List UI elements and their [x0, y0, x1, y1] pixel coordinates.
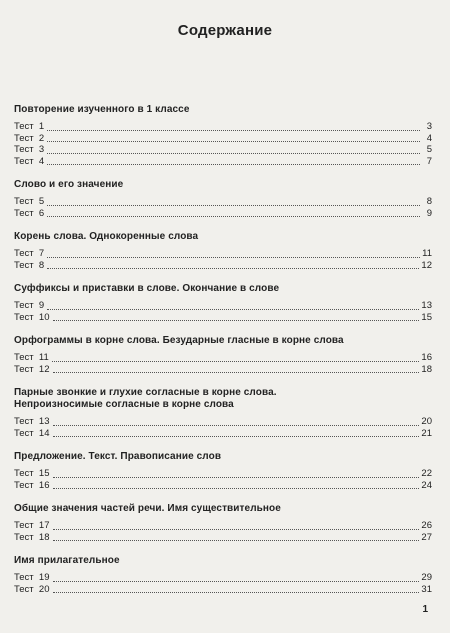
toc-entry[interactable]: [14, 144, 432, 156]
entry-page-number: 15: [421, 311, 432, 323]
entry-label: Тест 9: [14, 300, 45, 311]
dot-leader: [53, 424, 420, 426]
entry-page-number: 21: [421, 427, 432, 439]
toc-section: [14, 503, 432, 543]
entry-label: Тест 4: [14, 155, 45, 167]
entry-page-number: 24: [421, 479, 432, 491]
dot-leader: [47, 204, 420, 206]
toc-section: [14, 179, 432, 219]
toc-entry[interactable]: [14, 121, 432, 133]
dot-leader: [52, 360, 420, 362]
section-heading: Повторение изученного в 1 классе: [14, 104, 190, 115]
entry-label: Тест 11: [14, 352, 49, 363]
table-of-contents: [14, 104, 432, 607]
dot-leader: [53, 580, 420, 582]
entry-page-number: 7: [426, 155, 432, 167]
section-heading: Общие значения частей речи. Имя существительное: [14, 503, 281, 514]
entry-label: Тест 20: [14, 583, 50, 595]
toc-entry[interactable]: [14, 532, 432, 544]
entry-page-number: 31: [421, 583, 432, 595]
dot-leader: [53, 487, 420, 489]
dot-leader: [47, 308, 419, 310]
entry-label: Тест 1: [14, 121, 45, 132]
section-heading: Суффиксы и приставки в слове. Окончание в слове: [14, 283, 280, 294]
toc-section: [14, 231, 432, 271]
page-title: Содержание: [177, 22, 273, 39]
dot-leader: [53, 539, 420, 541]
dot-leader: [53, 435, 420, 437]
entry-page-number: 22: [421, 468, 432, 479]
section-heading: Орфограммы в корне слова. Безударные гласные в корне слова: [14, 335, 344, 346]
dot-leader: [53, 371, 420, 373]
dot-leader: [47, 215, 420, 217]
toc-entry[interactable]: [14, 300, 432, 312]
entry-label: Тест 2: [14, 132, 45, 144]
entry-page-number: 13: [421, 300, 432, 311]
entry-label: Тест 13: [14, 416, 50, 427]
entry-page-number: 3: [426, 121, 432, 132]
toc-entry[interactable]: [14, 156, 432, 168]
entry-page-number: 29: [421, 572, 432, 583]
dot-leader: [53, 528, 420, 530]
entry-label: Тест 5: [14, 196, 45, 207]
toc-entry[interactable]: [14, 352, 432, 364]
dot-leader: [47, 152, 420, 154]
toc-section: [14, 555, 432, 595]
dot-leader: [47, 163, 420, 165]
entry-page-number: 11: [422, 248, 432, 259]
dot-leader: [47, 129, 420, 131]
toc-section: [14, 387, 432, 439]
entry-page-number: 26: [421, 520, 432, 531]
section-heading: Предложение. Текст. Правописание слов: [14, 451, 222, 462]
entry-page-number: 12: [421, 259, 432, 271]
entry-label: Тест 3: [14, 144, 45, 155]
toc-entry[interactable]: [14, 248, 432, 260]
section-heading: Парные звонкие и глухие согласные в корне слова.: [14, 387, 277, 398]
entry-page-number: 27: [421, 531, 432, 543]
entry-page-number: 8: [426, 196, 432, 207]
entry-label: Тест 8: [14, 259, 45, 271]
toc-entry[interactable]: [14, 208, 432, 220]
entry-label: Тест 19: [14, 572, 50, 583]
page-number: 1: [422, 604, 428, 615]
entry-label: Тест 14: [14, 427, 50, 439]
entry-label: Тест 10: [14, 311, 50, 323]
entry-page-number: 20: [421, 416, 432, 427]
section-heading-line-2: Непроизносимые согласные в корне слова: [14, 399, 234, 410]
entry-page-number: 9: [426, 207, 432, 219]
section-heading: Корень слова. Однокоренные слова: [14, 231, 199, 242]
dot-leader: [53, 476, 420, 478]
entry-label: Тест 6: [14, 207, 45, 219]
toc-entry[interactable]: [14, 364, 432, 376]
dot-leader: [47, 140, 420, 142]
dot-leader: [53, 319, 420, 321]
section-heading: Имя прилагательное: [14, 555, 120, 566]
entry-label: Тест 15: [14, 468, 50, 479]
toc-entry[interactable]: [14, 520, 432, 532]
entry-label: Тест 18: [14, 531, 50, 543]
entry-page-number: 4: [426, 132, 432, 144]
toc-entry[interactable]: [14, 416, 432, 428]
section-heading: Слово и его значение: [14, 179, 124, 190]
toc-entry[interactable]: [14, 196, 432, 208]
entry-page-number: 16: [421, 352, 432, 363]
toc-entry[interactable]: [14, 312, 432, 324]
toc-entry[interactable]: [14, 133, 432, 145]
toc-entry[interactable]: [14, 480, 432, 492]
entry-label: Тест 17: [14, 520, 50, 531]
toc-entry[interactable]: [14, 260, 432, 272]
toc-section: [14, 335, 432, 375]
entry-page-number: 5: [426, 144, 432, 155]
dot-leader: [53, 591, 420, 593]
toc-section: [14, 283, 432, 323]
toc-entry[interactable]: [14, 584, 432, 596]
toc-entry[interactable]: [14, 572, 432, 584]
dot-leader: [47, 256, 420, 258]
entry-page-number: 18: [421, 363, 432, 375]
toc-section: [14, 451, 432, 491]
entry-label: Тест 12: [14, 363, 50, 375]
toc-section: [14, 104, 432, 167]
entry-label: Тест 16: [14, 479, 50, 491]
toc-entry[interactable]: [14, 468, 432, 480]
dot-leader: [47, 267, 419, 269]
toc-entry[interactable]: [14, 428, 432, 440]
entry-label: Тест 7: [14, 248, 45, 259]
